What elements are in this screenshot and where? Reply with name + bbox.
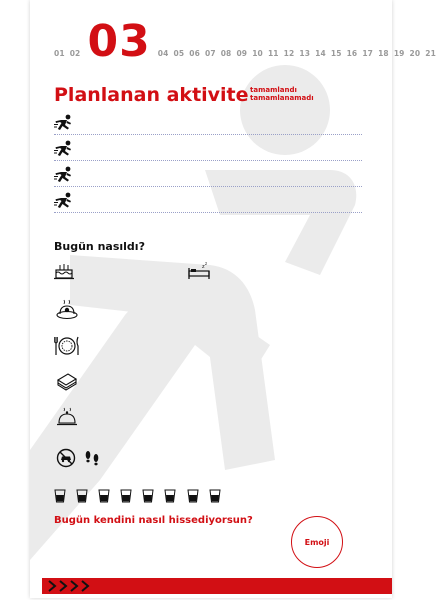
day-number[interactable]: 05: [173, 49, 185, 58]
day-number[interactable]: 09: [236, 49, 248, 58]
svg-text:z: z: [202, 264, 205, 270]
sandwich-icon[interactable]: [56, 372, 78, 392]
water-glass-icon[interactable]: [187, 489, 199, 503]
planner-page: [30, 0, 436, 598]
water-glass-icon[interactable]: [142, 489, 154, 503]
current-day-number: 03: [87, 16, 151, 67]
day-number[interactable]: 11: [267, 49, 279, 58]
day-number[interactable]: 02: [69, 49, 81, 58]
feeling-question: Bugün kendini nasıl hissediyorsun?: [54, 515, 253, 526]
breakfast-icon[interactable]: [56, 300, 78, 320]
day-number[interactable]: 12: [283, 49, 295, 58]
sleep-bed-icon[interactable]: [188, 262, 210, 280]
runner-icon: [54, 140, 74, 158]
activity-row[interactable]: [54, 190, 362, 213]
chevron-arrows-icon: [48, 580, 96, 592]
day-number[interactable]: 10: [252, 49, 263, 58]
day-strip: [54, 16, 436, 67]
birthday-cake-icon[interactable]: [54, 262, 74, 280]
day-number[interactable]: 15: [330, 49, 342, 58]
completion-status-labels: [250, 86, 314, 102]
lunch-plate-icon[interactable]: [54, 336, 80, 356]
planned-activity-title: Planlanan aktivite: [54, 84, 249, 106]
day-number[interactable]: 13: [299, 49, 311, 58]
status-completed-label[interactable]: tamamlandı: [250, 86, 297, 94]
activity-row[interactable]: [54, 138, 362, 161]
activity-row[interactable]: [54, 164, 362, 187]
status-not-completed-label[interactable]: tamamlanamadı: [250, 94, 314, 102]
water-glass-icon[interactable]: [54, 489, 66, 503]
day-number[interactable]: 17: [362, 49, 373, 58]
day-number[interactable]: 21: [425, 49, 436, 58]
water-glass-icon[interactable]: [209, 489, 221, 503]
emoji-label: Emoji: [304, 537, 330, 547]
day-number[interactable]: 08: [220, 49, 232, 58]
water-glass-icon[interactable]: [164, 489, 176, 503]
runner-icon: [54, 166, 74, 184]
day-number[interactable]: 16: [346, 49, 358, 58]
water-intake-tracker: [54, 488, 226, 507]
day-number[interactable]: 01: [54, 49, 65, 58]
day-number[interactable]: 04: [157, 49, 169, 58]
day-number[interactable]: 19: [393, 49, 405, 58]
dinner-cloche-icon[interactable]: [56, 408, 78, 428]
day-number[interactable]: 14: [315, 49, 326, 58]
footprints-icon[interactable]: [82, 448, 102, 468]
day-number[interactable]: 07: [205, 49, 216, 58]
day-number[interactable]: 06: [189, 49, 200, 58]
no-car-icon[interactable]: [56, 448, 76, 468]
runner-icon: [54, 192, 74, 210]
svg-text:z: z: [205, 261, 208, 266]
day-number[interactable]: 20: [409, 49, 421, 58]
activity-row[interactable]: [54, 112, 362, 135]
water-glass-icon[interactable]: [76, 489, 88, 503]
emoji-circle[interactable]: [291, 516, 343, 568]
water-glass-icon[interactable]: [98, 489, 110, 503]
water-glass-icon[interactable]: [120, 489, 132, 503]
day-review-title: Bugün nasıldı?: [54, 240, 145, 253]
day-number[interactable]: 18: [378, 49, 389, 58]
runner-icon: [54, 114, 74, 132]
footer-bar: [42, 578, 392, 594]
